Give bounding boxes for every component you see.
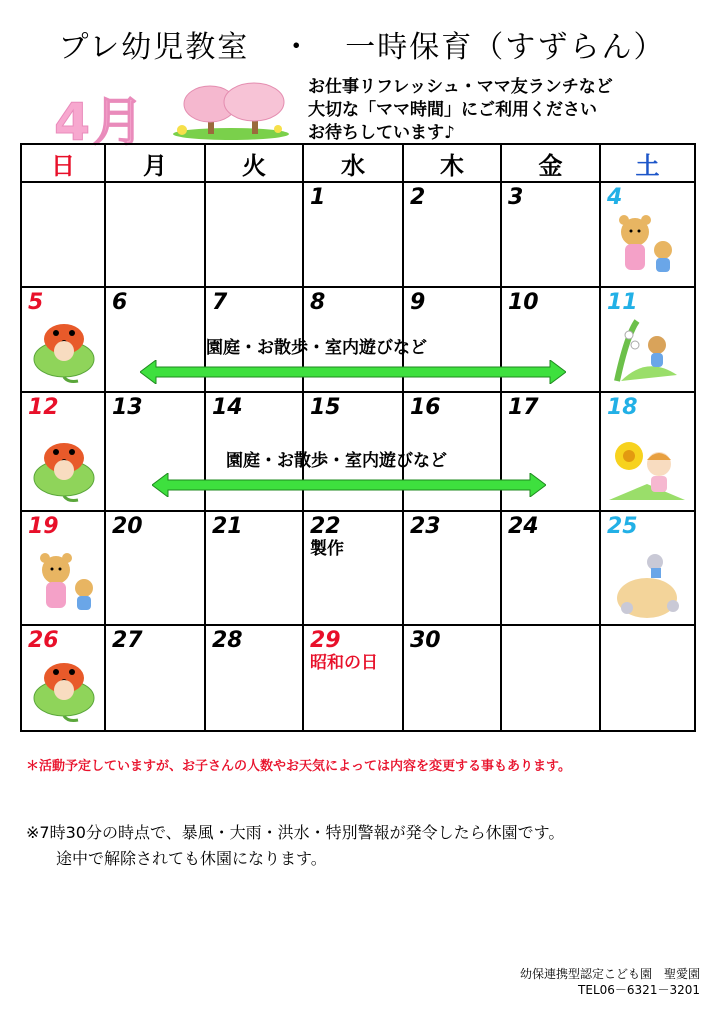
- day-number: 5: [28, 290, 44, 315]
- day-number: 26: [28, 628, 59, 653]
- weekday-thursday: 木: [403, 144, 501, 182]
- calendar-day-empty: [205, 182, 303, 287]
- weekday-header-row: [21, 144, 695, 182]
- calendar-table: [20, 143, 696, 732]
- day-number: 6: [112, 290, 128, 315]
- day-event-note: 製作: [310, 539, 344, 559]
- day-number: 24: [508, 514, 539, 539]
- calendar-day: [21, 392, 105, 511]
- calendar-day: [105, 511, 205, 625]
- day-number: 3: [508, 185, 524, 210]
- calendar-day: [403, 625, 501, 731]
- day-number: 30: [410, 628, 441, 653]
- page-title: プレ幼児教室 ・ 一時保育（すずらん）: [58, 30, 666, 65]
- intro-message: [308, 76, 613, 145]
- calendar-day-empty: [21, 182, 105, 287]
- calendar-day: [303, 625, 403, 731]
- month-label: 4月: [54, 93, 147, 153]
- day-number: 13: [112, 395, 143, 420]
- weather-closure-notice: [26, 820, 564, 872]
- footer: [520, 966, 700, 998]
- day-number: 22: [310, 514, 341, 539]
- weekday-tuesday: 火: [205, 144, 303, 182]
- day-number: 18: [607, 395, 638, 420]
- calendar-day: [501, 511, 600, 625]
- sunflower-girl-illustration: [607, 434, 687, 504]
- day-number: 29: [310, 628, 341, 653]
- calendar-day: [403, 182, 501, 287]
- day-number: 14: [212, 395, 243, 420]
- weekday-friday: 金: [501, 144, 600, 182]
- calendar-day-empty: [105, 182, 205, 287]
- phone-number: TEL06－6321－3201: [578, 983, 700, 997]
- ladybug-leaf-illustration: [28, 654, 108, 724]
- weekday-sunday: 日: [21, 144, 105, 182]
- calendar-day-empty: [600, 625, 695, 731]
- calendar-day: [205, 511, 303, 625]
- calendar-day: [600, 182, 695, 287]
- double-arrow-icon: [152, 473, 546, 497]
- calendar-day: [600, 511, 695, 625]
- day-number: 10: [508, 290, 539, 315]
- day-number: 9: [410, 290, 426, 315]
- weather-notice-line: ※7時30分の時点で、暴風・大雨・洪水・特別警報が発令したら休園です。: [26, 823, 565, 842]
- day-number: 19: [28, 514, 59, 539]
- day-number: 23: [410, 514, 441, 539]
- calendar-day: [21, 511, 105, 625]
- ladybug-leaf-illustration: [28, 315, 108, 385]
- calendar-day: [21, 287, 105, 392]
- bear-couple-illustration: [607, 210, 687, 280]
- intro-line: 大切な「ママ時間」にご利用ください: [308, 100, 597, 120]
- day-number: 25: [607, 514, 638, 539]
- double-arrow-icon: [140, 360, 566, 384]
- day-number: 2: [410, 185, 426, 210]
- day-number: 27: [112, 628, 143, 653]
- day-number: 8: [310, 290, 326, 315]
- ladybug-leaf-illustration: [28, 434, 108, 504]
- calendar-day: [600, 392, 695, 511]
- calendar-week: [21, 182, 695, 287]
- weekday-monday: 月: [105, 144, 205, 182]
- calendar-day: [600, 287, 695, 392]
- schedule-notice: ＊活動予定していますが、お子さんの人数やお天気によっては内容を変更する事もあります。: [26, 759, 571, 774]
- calendar-day: [105, 625, 205, 731]
- mouse-hill-illustration: [607, 548, 687, 618]
- day-number: 17: [508, 395, 539, 420]
- lily-bear-illustration: [607, 315, 687, 385]
- weekday-saturday: 土: [600, 144, 695, 182]
- day-number: 16: [410, 395, 441, 420]
- cherry-blossom-trees-illustration: [170, 82, 292, 140]
- day-number: 4: [607, 185, 623, 210]
- calendar-day: [303, 182, 403, 287]
- day-number: 12: [28, 395, 59, 420]
- day-number: 15: [310, 395, 341, 420]
- calendar-week: [21, 511, 695, 625]
- day-number: 1: [310, 185, 326, 210]
- intro-line: お仕事リフレッシュ・ママ友ランチなど: [308, 77, 613, 97]
- activity-label-week3: 園庭・お散歩・室内遊びなど: [226, 451, 447, 471]
- intro-line: お待ちしています♪: [308, 123, 455, 143]
- calendar-day: [303, 511, 403, 625]
- holiday-note: 昭和の日: [310, 653, 378, 673]
- weather-notice-line: 途中で解除されても休園になります。: [56, 849, 327, 868]
- day-number: 28: [212, 628, 243, 653]
- weekday-wednesday: 水: [303, 144, 403, 182]
- organization-name: 幼保連携型認定こども園 聖愛園: [519, 967, 700, 981]
- day-number: 21: [212, 514, 243, 539]
- activity-label-week2: 園庭・お散歩・室内遊びなど: [206, 338, 427, 358]
- calendar-day: [205, 625, 303, 731]
- day-number: 11: [607, 290, 638, 315]
- day-number: 7: [212, 290, 228, 315]
- calendar-day: [501, 182, 600, 287]
- calendar-week: [21, 625, 695, 731]
- calendar-day: [403, 511, 501, 625]
- calendar-day-empty: [501, 625, 600, 731]
- calendar-day: [21, 625, 105, 731]
- bear-couple-illustration: [28, 548, 108, 618]
- day-number: 20: [112, 514, 143, 539]
